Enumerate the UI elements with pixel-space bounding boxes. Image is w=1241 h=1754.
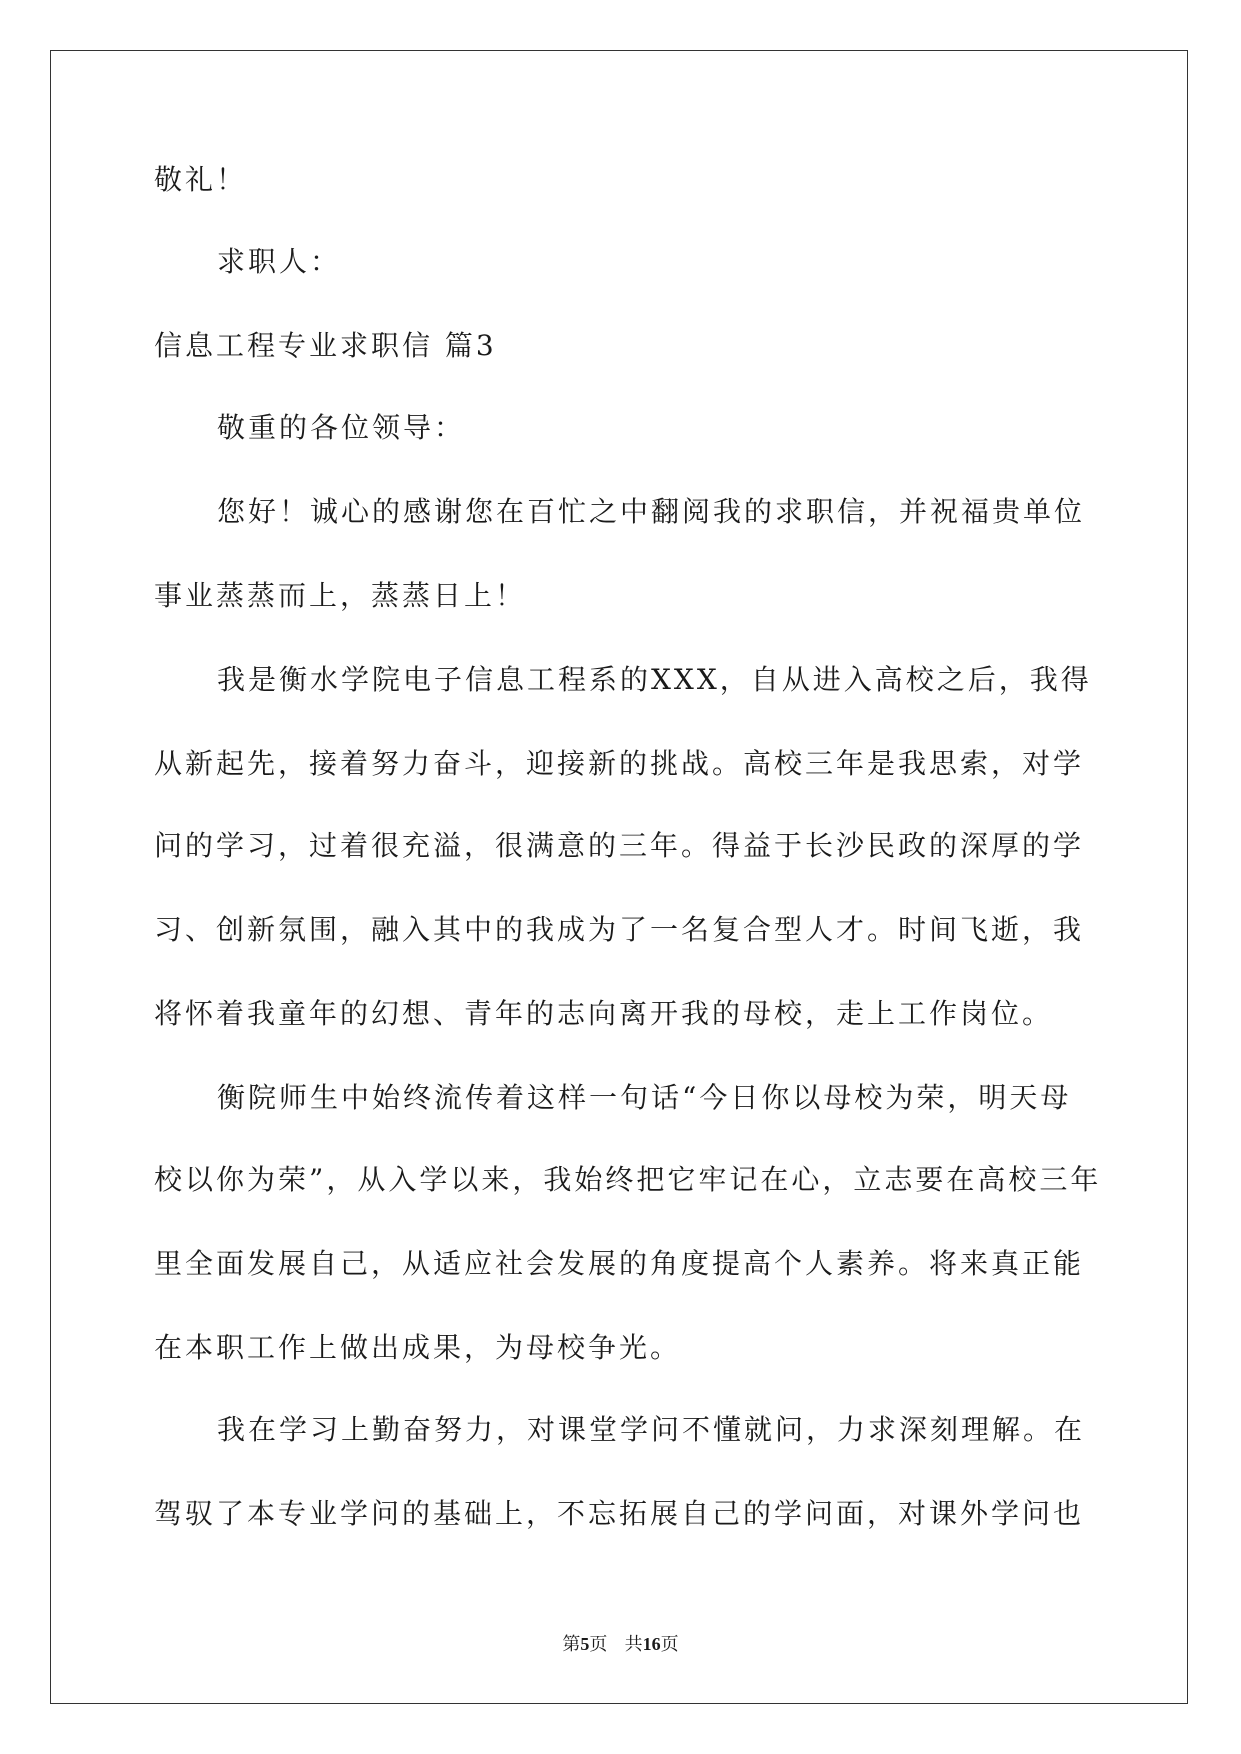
text-line: 我在学习上勤奋努力，对课堂学问不懂就问，力求深刻理解。在 bbox=[217, 1413, 1086, 1446]
text-line: 校以你为荣”，从入学以来，我始终把它牢记在心，立志要在高校三年 bbox=[154, 1163, 1102, 1196]
text-line: 在本职工作上做出成果，为母校争光。 bbox=[154, 1331, 682, 1364]
footer-total-suffix: 页 bbox=[660, 1634, 679, 1655]
page-footer bbox=[0, 1633, 1241, 1656]
text-line: 从新起先，接着努力奋斗，迎接新的挑战。高校三年是我思索，对学 bbox=[154, 747, 1085, 780]
text-line: 习、创新氛围，融入其中的我成为了一名复合型人才。时间飞逝，我 bbox=[154, 913, 1085, 946]
current-page-number: 5 bbox=[580, 1634, 590, 1654]
text-line: 信息工程专业求职信 篇3 bbox=[154, 329, 497, 362]
footer-page-suffix: 页 bbox=[589, 1634, 608, 1655]
text-line: 将怀着我童年的幻想、青年的志向离开我的母校，走上工作岗位。 bbox=[154, 997, 1054, 1030]
text-line: 驾驭了本专业学问的基础上，不忘拓展自己的学问面，对课外学问也 bbox=[154, 1497, 1085, 1530]
text-line: 我是衡水学院电子信息工程系的XXX，自从进入高校之后，我得 bbox=[217, 663, 1092, 696]
page-border bbox=[50, 50, 1188, 1704]
text-line: 敬重的各位领导： bbox=[217, 411, 466, 444]
text-line: 里全面发展自己，从适应社会发展的角度提高个人素养。将来真正能 bbox=[154, 1247, 1085, 1280]
text-line: 事业蒸蒸而上，蒸蒸日上！ bbox=[154, 579, 527, 612]
text-line: 敬礼！ bbox=[154, 163, 248, 196]
footer-prefix: 第 bbox=[562, 1634, 581, 1655]
text-line: 求职人： bbox=[217, 245, 342, 278]
total-page-count: 16 bbox=[642, 1634, 661, 1654]
text-line: 您好！诚心的感谢您在百忙之中翻阅我的求职信，并祝福贵单位 bbox=[217, 495, 1086, 528]
text-line: 问的学习，过着很充溢，很满意的三年。得益于长沙民政的深厚的学 bbox=[154, 829, 1085, 862]
text-line: 衡院师生中始终流传着这样一句话“今日你以母校为荣，明天母 bbox=[217, 1081, 1072, 1114]
footer-total-prefix: 共 bbox=[624, 1634, 643, 1655]
